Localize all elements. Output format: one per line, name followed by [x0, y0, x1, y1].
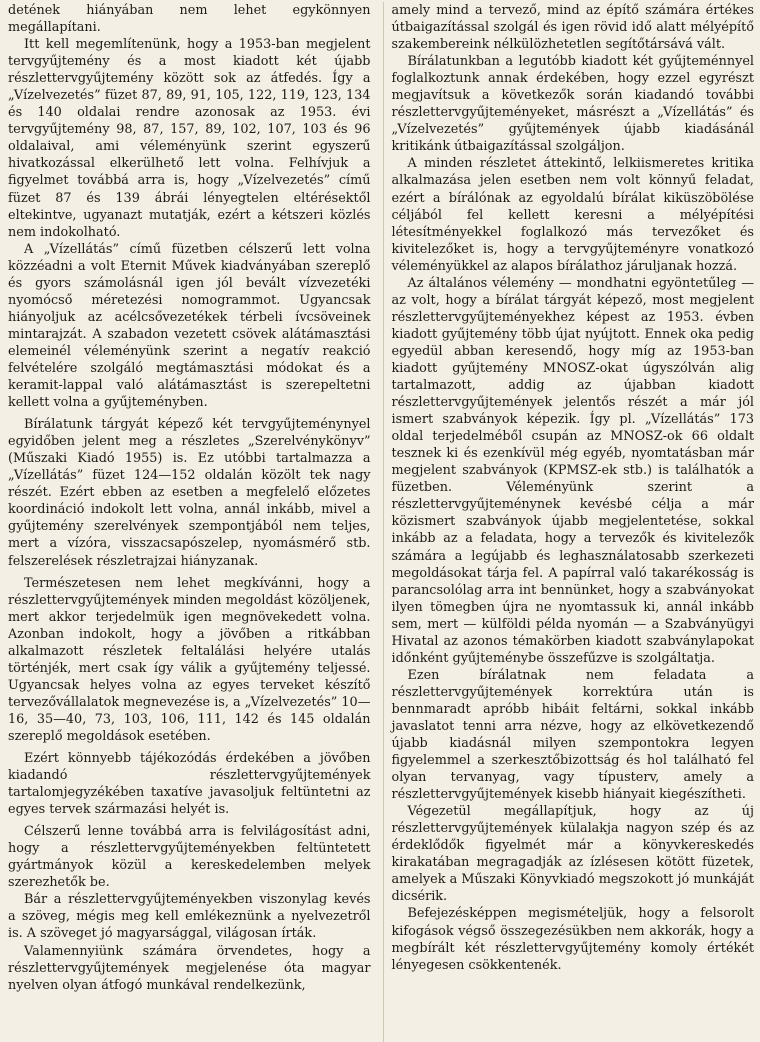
paragraph: Ezért könnyebb tájékozódás érdekében a jövőben kiadandó részlettervgyűjtemények tartalomjegyzékében taxatíve javasoljuk feltüntetni az egyes tervek származási helyét is.	[8, 751, 371, 818]
paragraph: Ezen bírálatnak nem feladata a részlettervgyűjtemények korrektúra után is bennmaradt apróbb hibáit feltárni, sokkal inkább javaslatot tenni arra nézve, hogy az elkövetkezendő újabb kiadásnál milyen szempontokra legyen figyelemmel a szerkesztőbizottság és hol található fel olyan tervanyag, vagy típusterv, amely a részlettervgyűjtemények kisebb hiányait kiegészítheti.	[391, 667, 754, 803]
paragraph: A minden részletet áttekintő, lelkiismeretes kritika alkalmazása jelen esetben nem volt könnyű feladat, ezért a bírálónak az egyoldalú bírálat kiküszöbölése céljából fel kellett keresni a mélyépítési létesítményekkel foglalkozó más tervezőket és kivitelezőket is, hogy a tervgyűjteményre vonatkozó véleményükkel az alapos bírálathoz járuljanak hozzá.	[391, 156, 754, 274]
paragraph: Az általános vélemény — mondhatni egyöntetűleg — az volt, hogy a bírálat tárgyát képező, most megjelent részlettervgyűjteményekhez képest az 1953. évben kiadott gyűjtemény több újat nyújtott. Ennek oka pedig egyedül abban keresendő, hogy míg az 1953-ban kiadott gyűjtemény MNOSZ-okat úgyszólván alig tartalmazott, addig az újabban kiadott részlettervgyűjtemények jelentős részét a már jól ismert szabványok képezik. Így pl. „Vízellátás” 173 oldal terjedelméből csupán az MNOSZ-ok 66 oldalt tesznek ki és ezenkívül még egyéb, nyomtatásban már megjelent szabványok (KPMSZ-ek stb.) is találhatók a füzetben. Véleményünk szerint a részlettervgyűjteménynek kevésbé célja a már közismert szabványok újabb megjelentetése, sokkal inkább az a feladata, hogy a tervezők és kivitelezők számára a legújabb és leghasználatosabb szerkezeti megoldásokat tárja fel. A papírral való takarékosság is parancsolólag arra int bennünket, hogy a szabványokat ilyen tömegben újra ne nyomtassuk ki, annál inkább sem, mert — külföldi példa nyomán — a Szabványügyi Hivatal az azonos témakörben kiadott szabványlapokat időnként gyűjteménybe összefűzve is szolgáltatja.	[391, 275, 754, 666]
paragraph: Végezetül megállapítjuk, hogy az új részlettervgyűjtemények külalakja nagyon szép és az érdeklődők figyelmét már a könyvkereskedés kirakatában megragadják az ízlésesen kötött füzetek, amelyek a Műszaki Könyvkiadó megszokott jó munkáját dicsérik.	[391, 804, 754, 905]
right-column	[383, 2, 755, 1042]
paragraph: Természetesen nem lehet megkívánni, hogy a részlettervgyűjtemények minden megoldást közöljenek, mert akkor terjedelmük igen megnövekedett volna. Azonban indokolt, hogy a jövőben a ritkábban alkalmazott részletek feltalálási helyére utalás történjék, mert csak így válik a gyűjtemény teljessé. Ugyancsak helyes volna az egyes terveket készítő tervezővállalatok megnevezése is, a „Vízelvezetés” 10—16, 35—40, 73, 103, 106, 111, 142 és 145 oldalán szereplő megoldások esetében.	[8, 575, 371, 744]
paragraph: Befejezésképpen megismételjük, hogy a felsorolt kifogások végső összegezésükben nem akkorák, hogy a megbírált két részlettervgyűjtemény komoly értékét lényegesen csökkentenék.	[391, 906, 754, 973]
paragraph: Célszerű lenne továbbá arra is felvilágosítást adni, hogy a részlettervgyűjteményekben feltüntetett gyártmányok közül a kereskedelemben melyek szerezhetők be.	[8, 824, 371, 891]
paragraph: Itt kell megemlítenünk, hogy a 1953-ban megjelent tervgyűjtemény és a most kiadott két újabb részlettervgyűjtemény között sok az átfedés. Így a „Vízelvezetés” füzet 87, 89, 91, 105, 122, 119, 123, 134 és 140 oldalai rendre azonosak az 1953. évi tervgyűjtemény 98, 87, 157, 89, 102, 107, 103 és 96 oldalaival, ami véleményünk szerint egyszerű hivatkozással elkerülhető lett volna. Felhívjuk a figyelmet továbbá arra is, hogy „Vízelvezetés” című füzet 87 és 139 ábrái lényegtelen eltérésektől eltekintve, ugyanazt mutatják, ezért a kétszeri közlés nem indokolható.	[8, 37, 371, 240]
paragraph: Bár a részlettervgyűjteményekben viszonylag kevés a szöveg, mégis meg kell emlékeznünk a nyelvezetről is. A szöveget jó magyarsággal, világosan írták.	[8, 892, 371, 942]
paragraph: Bírálatunk tárgyát képező két tervgyűjteménynyel egyidőben jelent meg a részletes „Szerelvénykönyv” (Műszaki Kiadó 1955) is. Ez utóbbi tartalmazza a „Vízellátás” füzet 124—152 oldalán közölt tek nagy részét. Ezért ebben az esetben a megfelelő előzetes koordináció indokolt lett volna, annál inkább, mivel a gyűjtemény szerelvények szempontjából nem teljes, mert a vízóra, visszacsapószelep, nyomásmérő stb. felszerelések részletrajzai hiányzanak.	[8, 417, 371, 569]
paragraph: Bírálatunkban a legutóbb kiadott két gyűjteménnyel foglalkoztunk annak érdekében, hogy ezzel egyrészt megjavítsuk a következők során kiadandó további részlettervgyűjteményeket, másrészt a „Vízellátás” és „Vízelvezetés” gyűjtemények újabb kiadásánál kritikánk útbaigazítással szolgáljon.	[391, 54, 754, 155]
paragraph: Valamennyiünk számára örvendetes, hogy a részlettervgyűjtemények megjelenése óta magyar nyelven olyan átfogó munkával rendelkezünk,	[8, 943, 371, 993]
paragraph: A „Vízellátás” című füzetben célszerű lett volna közzéadni a volt Eternit Művek kiadványában szereplő és gyors számolásnál igen jól bevált vízvezetéki nyomócső méretezési nomogrammot. Ugyancsak hiányoljuk az acélcsővezetékek térbeli ívcsöveinek mintarajzát. A szabadon vezetett csövek alátámasztási elemeinél véleményünk szerint a negatív reakció felvételére szolgáló megtámasztási módokat és a keramit-lappal való alátámasztást is szerepeltetni kellett volna a gyűjteményben.	[8, 241, 371, 411]
paragraph: detének hiányában nem lehet egykönnyen megállapítani.	[8, 3, 371, 36]
left-column	[8, 2, 371, 1042]
paragraph: amely mind a tervező, mind az építő számára értékes útbaigazítással szolgál és igen rövid idő alatt mélyépítő szakembereink nélkülözhetetlen segítőtársává vált.	[391, 3, 754, 53]
